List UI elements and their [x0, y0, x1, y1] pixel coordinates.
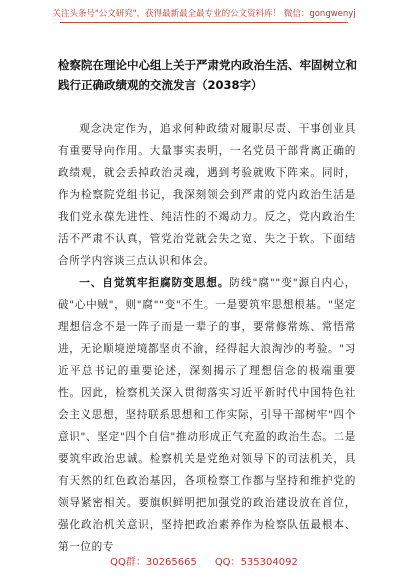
section-1-body: 防线"腐""变"源自内心，破"心中贼"，则"腐""变"不生。一是要筑牢思想根基。"坚定理想信念不是一阵子而是一辈子的事，要常修常炼、常悟常进，无论顺境逆境都坚贞不渝，经得起大浪淘沙的考验。"习近平总书记的重要论述，深刻揭示了理想信念的极端重要性。因此，检察机关深入贯彻落实习近平新时代中国特色社会主义思想，坚持联系思想和工作实际，引导干部树牢"四个意识"、坚定"四个自信"推动形成正气充盈的政治生态。二是要筑牢政治忠诚。检察机关是党绝对领导下的司法机关，具有天然的红色政治基因，各项检察工作都与坚持和维护党的领导紧密相关。要旗帜鲜明把加强党的政治建设放在首位，强化政治机关意识，坚持把政治素养作为检察队伍最根本、第一位的专	[58, 277, 356, 553]
qq-group-label: QQ群：	[110, 557, 146, 568]
header-divider	[60, 22, 348, 23]
section-1-paragraph	[58, 272, 356, 558]
intro-paragraph: 观念决定作为，追求何种政绩对履职尽责、干事创业具有重要导向作用。大量事实表明，一名党员干部背离正确的政绩观，就会丢掉政治灵魂，遇到考验就败下阵来。同时，作为检察院党组书记，我深刻领会到严肃的党内政治生活是我们党永葆先进性、纯洁性的不竭动力。反之，党内政治生活不严肃不认真，管党治党就会失之宽、失之于软。下面结合所学内容谈三点认识和体会。	[58, 123, 356, 267]
header-banner: 关注头条号"公文研究"，获得最新最全最专业的公文资料库！ 微信：gongwenyj	[52, 9, 356, 19]
qq-number: 535304092	[240, 557, 298, 568]
document-title: 检察院在理论中心组上关于严肃党内政治生活、牢固树立和践行正确政绩观的交流发言（2038字）	[58, 58, 357, 92]
qq-label: QQ：	[214, 557, 241, 568]
footer-contact	[0, 556, 408, 570]
section-1-heading: 一、自觉筑牢拒腐防变思想。	[79, 277, 230, 289]
document-body	[58, 118, 356, 558]
qq-group-number: 30265665	[145, 557, 197, 568]
